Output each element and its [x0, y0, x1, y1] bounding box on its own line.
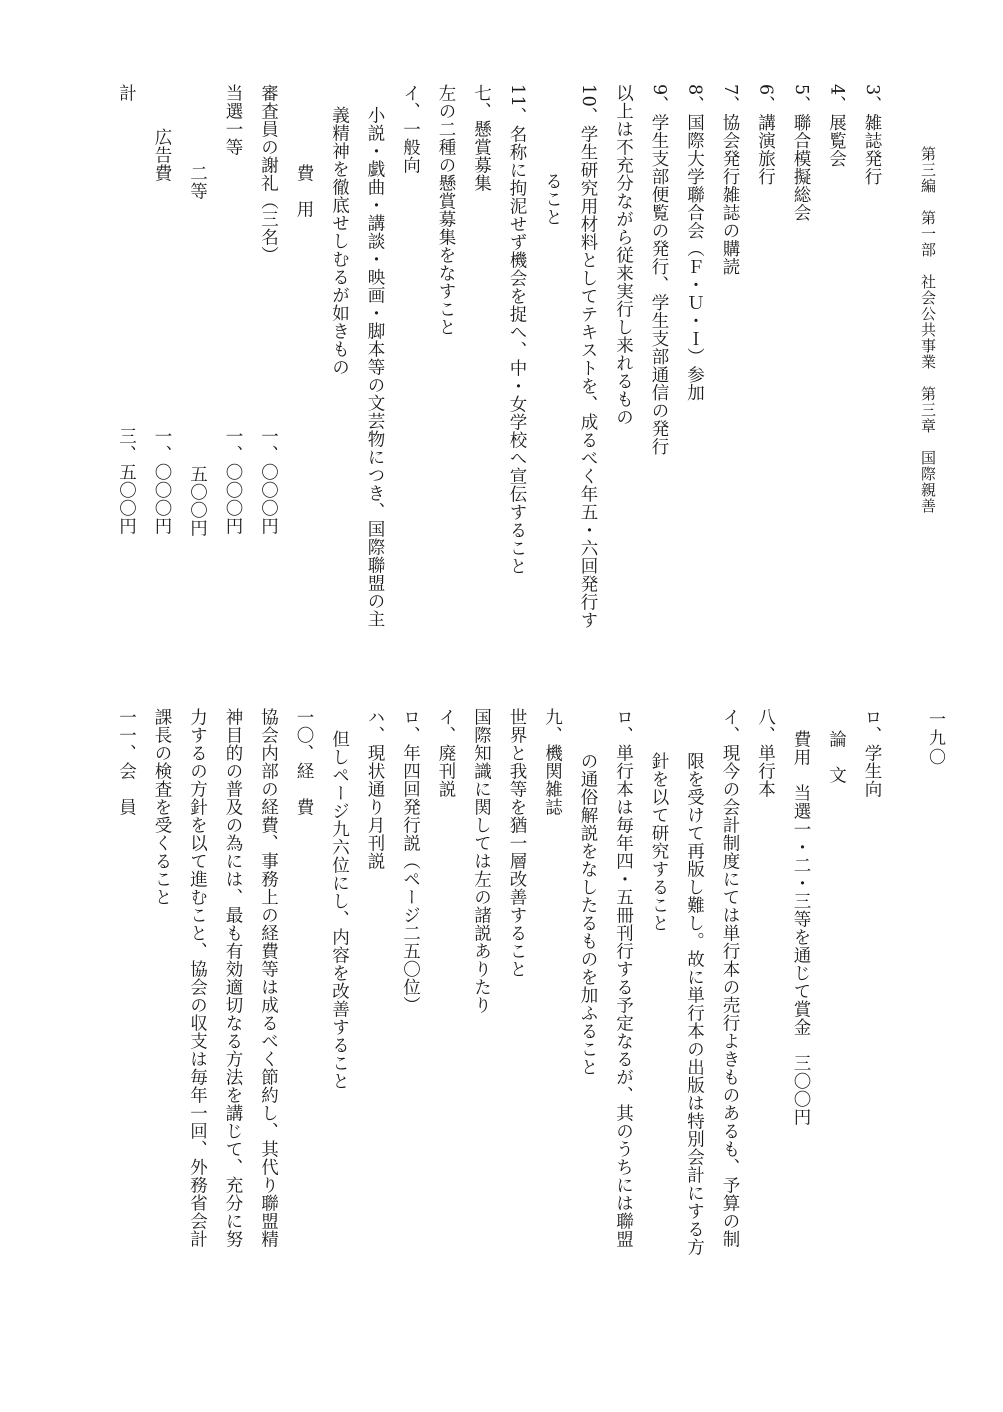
text-line: 費 用 [294, 164, 314, 218]
text-line: 義精神を徹底せしむるが如きもの [329, 106, 350, 376]
text-line: 10、学生研究用材料としてテキストを、成るべく年五・六回発行す [578, 84, 598, 630]
text-line: 左の二種の懸賞募集をなすこと [436, 84, 456, 336]
upper-text-block [85, 84, 885, 644]
text-line: 7、協会発行雑誌の購読 [720, 84, 740, 276]
text-line: 神目的の普及の為には、最も有効適切なる方法を講じて、充分に努 [223, 708, 243, 1248]
cost-item: 広告費 [152, 128, 172, 182]
text-line: ロ、単行本は毎年四・五冊刊行する予定なるが、其のうちには聯盟 [613, 708, 634, 1248]
page-number: 一九〇 [925, 710, 945, 767]
text-line: 3、雑誌発行 [862, 84, 882, 186]
text-line: 4、展覧会 [826, 84, 847, 168]
text-line: 以上は不充分ながら従来実行し来れるもの [613, 84, 634, 426]
text-line: 課長の検査を受くること [152, 708, 172, 906]
text-line: 小説・戯曲・講談・映画・脚本等の文芸物につき、国際聯盟の主 [365, 106, 385, 628]
text-line: 世界と我等を猶一層改善すること [507, 708, 527, 978]
text-line: 但しページ九六位にし、内容を改善すること [329, 730, 350, 1090]
text-line: 協会内部の経費、事務上の経費等は成るべく節約し、其代り聯盟精 [258, 708, 279, 1248]
cost-amount: 一、〇〇〇円 [152, 427, 172, 535]
section-heading: 七、懸賞募集 [471, 84, 492, 192]
text-line: イ、廃刊説 [436, 708, 456, 798]
text-line: の通俗解説をなしたるものを加ふること [578, 752, 598, 1076]
cost-row [220, 84, 246, 644]
text-line: 5、聯合模擬総会 [791, 84, 811, 222]
text-line: 費用 当選一・二・三等を通じて賞金 三〇〇円 [791, 730, 811, 1126]
text-line: 国際知識に関しては左の諸説ありたり [471, 708, 492, 1014]
section-heading: 八、単行本 [755, 708, 776, 798]
text-line: 力するの方針を以て進むこと、協会の収支は毎年一回、外務省会計 [187, 708, 208, 1248]
text-line: 論 文 [826, 730, 847, 784]
section-heading: 一一、会 員 [116, 708, 137, 816]
text-line: 8、国際大学聯合会（Ｆ・Ｕ・Ｉ）参加 [684, 84, 705, 402]
cost-item: 二等 [187, 164, 208, 200]
cost-amount: 一、〇〇〇円 [258, 427, 279, 535]
section-heading: 一〇、経 費 [294, 708, 314, 816]
text-line: イ、一般向 [400, 84, 421, 174]
cost-item: 当選一等 [223, 84, 243, 156]
text-line: イ、現今の会計制度にては単行本の売行よきものあるも、予算の制 [720, 708, 740, 1248]
running-head: 第三編 第一部 社会公共事業 第三章 国際親善 [919, 146, 937, 514]
cost-amount: 五〇〇円 [187, 465, 208, 537]
lower-text-block [85, 708, 885, 1263]
cost-amount: 三、五〇〇円 [116, 427, 137, 535]
cost-total-row [114, 84, 140, 644]
cost-row [149, 84, 175, 688]
cost-row [185, 84, 211, 724]
cost-row [256, 84, 282, 644]
text-line: ロ、年四回発行説（ページ二五〇位） [400, 708, 421, 1014]
text-line: 針を以て研究すること [649, 752, 669, 932]
cost-item: 計 [116, 84, 137, 102]
text-line: 限を受けて再版し難し。故に単行本の出版は特別会計にする方 [684, 752, 705, 1256]
text-line: 9、学生支部便覧の発行、学生支部通信の発行 [649, 84, 669, 456]
text-line: ハ、現状通り月刊説 [365, 708, 385, 870]
section-heading: 九、機関雑誌 [542, 708, 563, 816]
text-line: ること [542, 172, 563, 226]
cost-amount: 一、〇〇〇円 [223, 427, 243, 535]
text-line: 11、名称に拘泥せず機会を捉へ、中・女学校へ宣伝すること [507, 84, 527, 576]
cost-item: 審査員の謝礼（三名） [258, 84, 279, 264]
text-line: ロ、学生向 [862, 708, 882, 798]
text-line: 6、講演旅行 [755, 84, 776, 186]
